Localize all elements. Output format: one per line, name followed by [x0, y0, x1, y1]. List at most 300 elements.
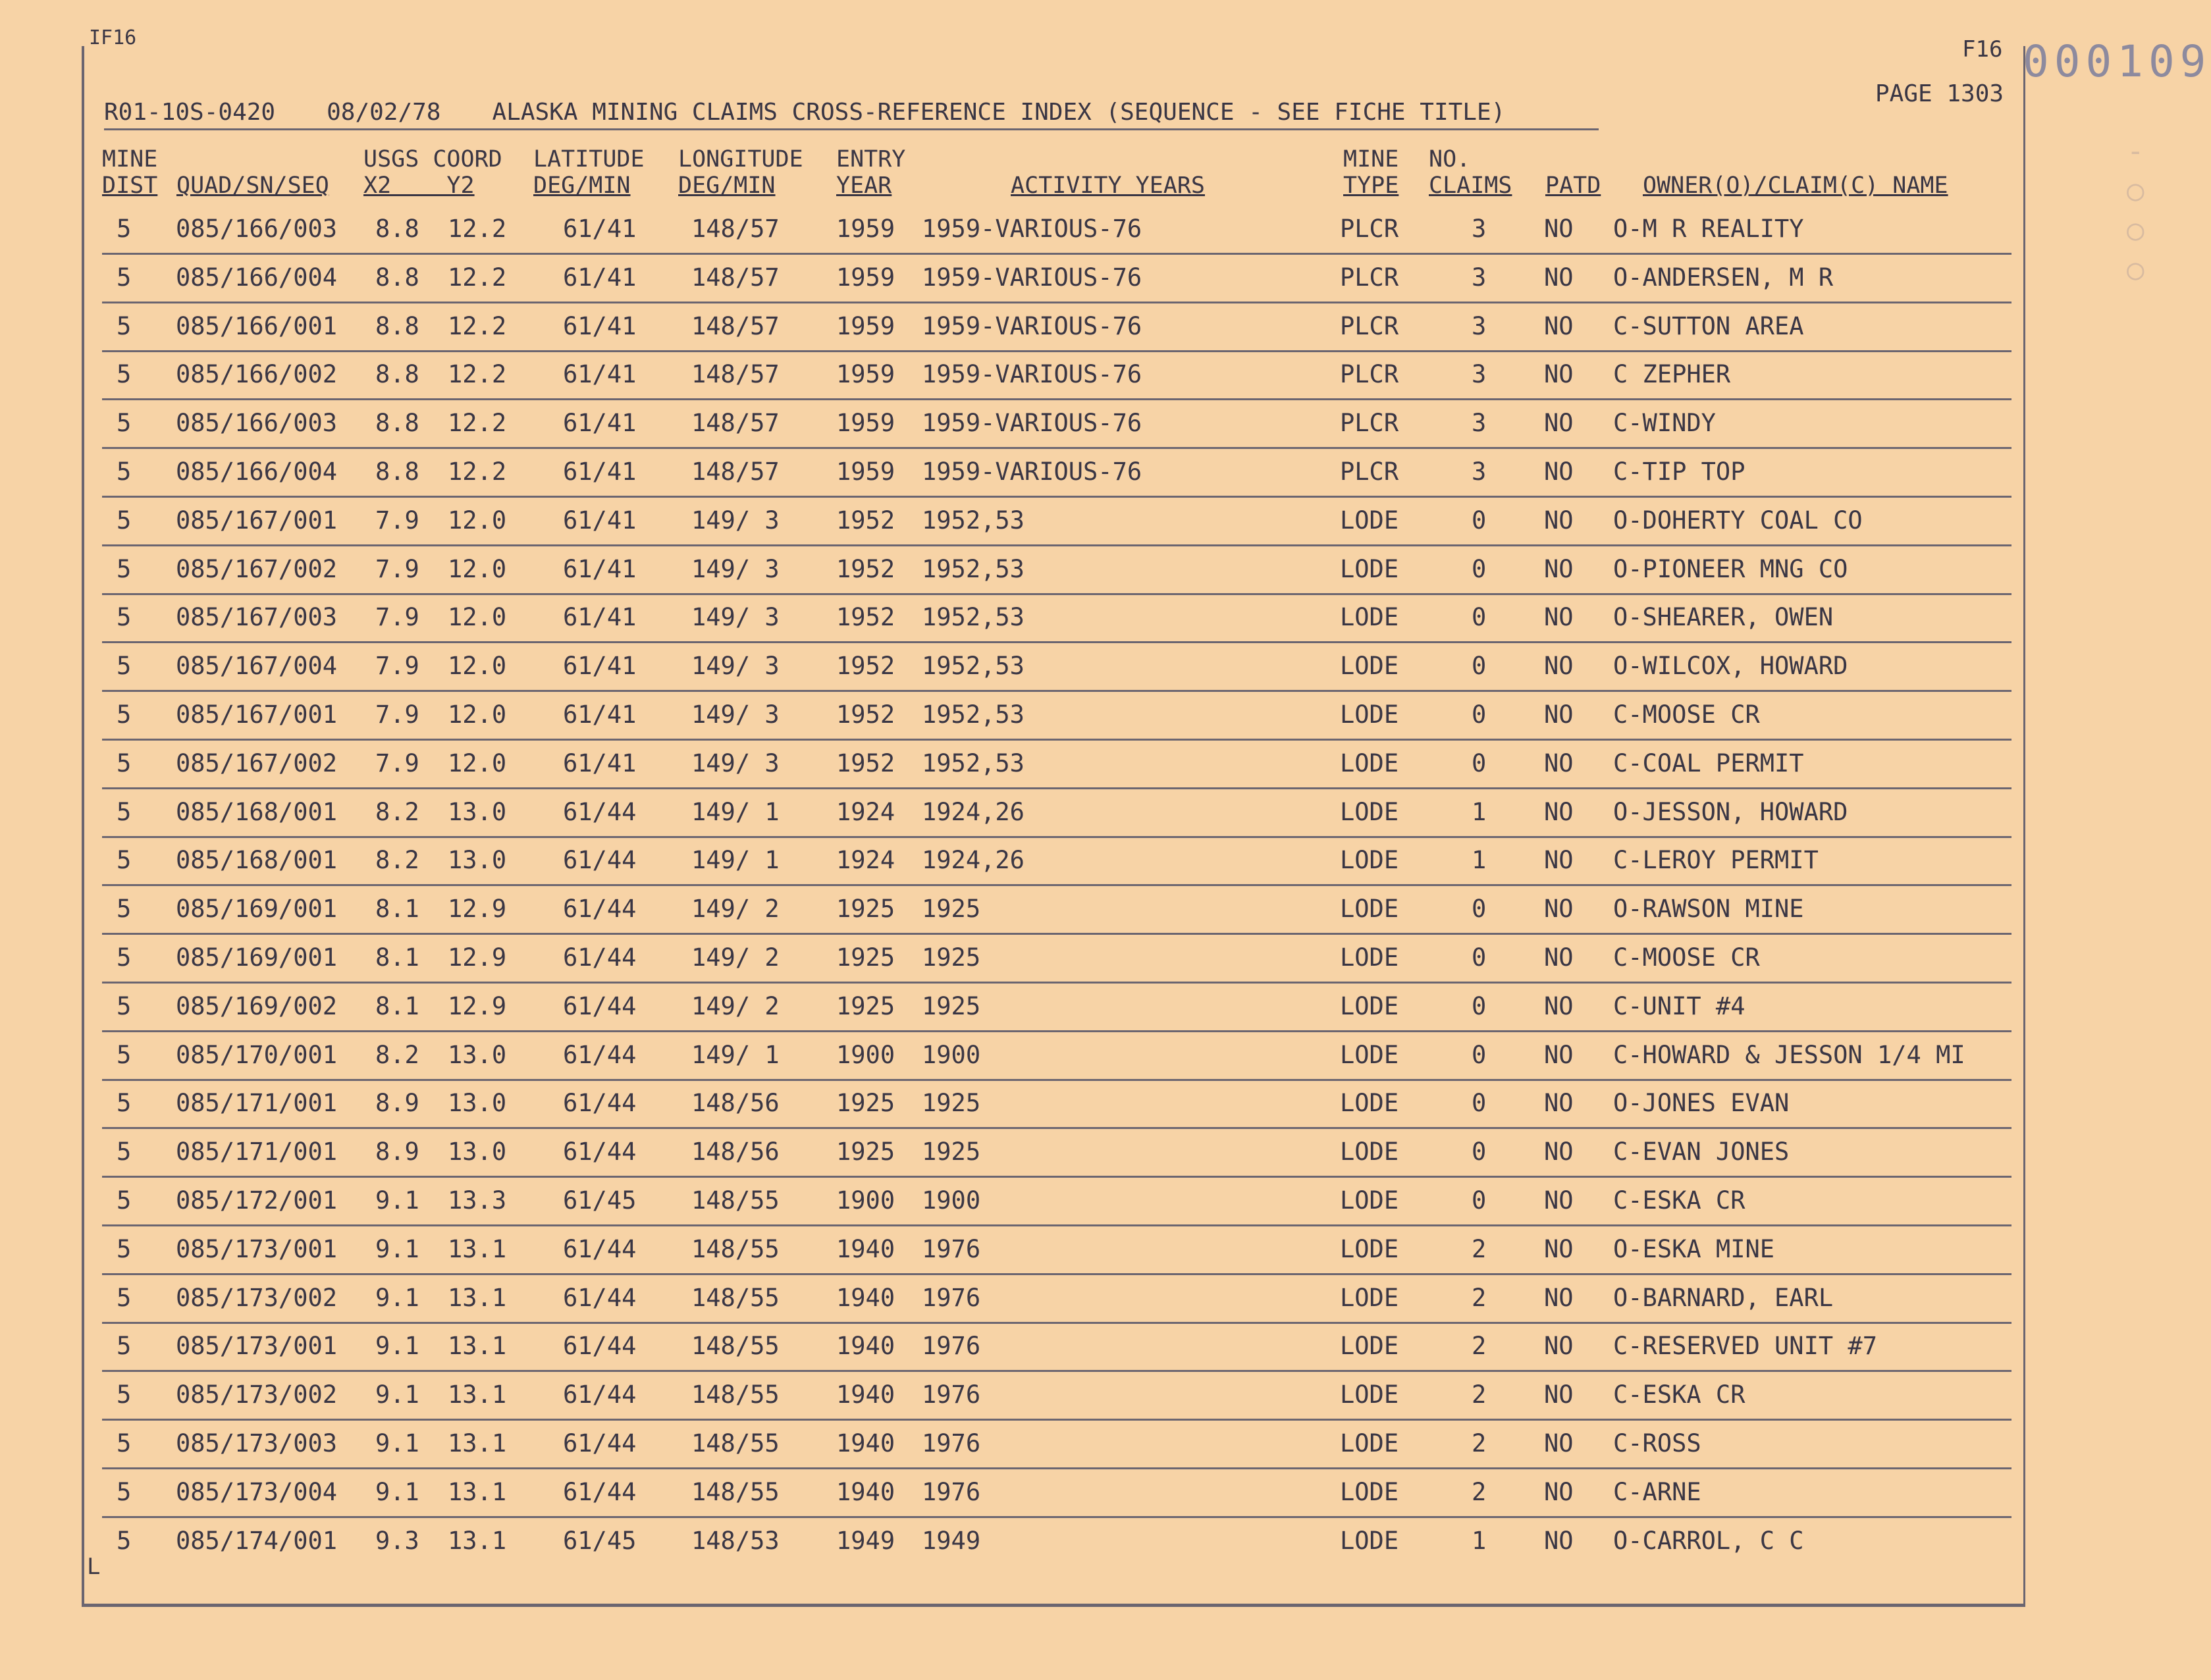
cell-patd: NO — [1544, 748, 1574, 777]
cell-act: 1976 — [922, 1477, 981, 1506]
cell-patd: NO — [1544, 1138, 1574, 1167]
cell-lon: 148/57 — [691, 311, 780, 340]
cell-patd: NO — [1544, 1283, 1574, 1312]
cell-act: 1952,53 — [922, 603, 1025, 632]
cell-name: C-TIP TOP — [1613, 458, 1745, 486]
cell-y2: 13.0 — [448, 1040, 507, 1069]
cell-type: LODE — [1340, 1526, 1399, 1555]
cell-act: 1925 — [922, 943, 981, 972]
table-row — [102, 496, 2011, 546]
cell-y2: 12.2 — [448, 458, 507, 486]
table-row — [102, 884, 2011, 935]
cell-dist: 5 — [117, 409, 132, 438]
table-row — [102, 447, 2011, 498]
cell-x2: 8.1 — [375, 895, 419, 924]
cell-lat: 61/41 — [563, 311, 637, 340]
cell-dist: 5 — [117, 1089, 132, 1118]
cell-seq: 085/173/002 — [176, 1283, 338, 1312]
table-row — [102, 1419, 2011, 1469]
cell-act: 1925 — [922, 991, 981, 1020]
cell-claims: 2 — [1472, 1234, 1487, 1263]
table-row — [102, 1224, 2011, 1275]
cell-lat: 61/44 — [563, 1477, 637, 1506]
cell-seq: 085/166/003 — [176, 409, 338, 438]
report-id: R01-10S-0420 — [104, 99, 276, 126]
cell-claims: 0 — [1472, 700, 1487, 729]
table-row — [102, 1467, 2011, 1518]
cell-lat: 61/44 — [563, 1429, 637, 1457]
cell-seq: 085/172/001 — [176, 1186, 338, 1215]
cell-act: 1900 — [922, 1186, 981, 1215]
cell-name: C-WINDY — [1613, 409, 1716, 438]
cell-patd: NO — [1544, 895, 1574, 924]
cell-patd: NO — [1544, 360, 1574, 389]
cell-lat: 61/44 — [563, 846, 637, 875]
cell-year: 1952 — [836, 748, 895, 777]
cell-lat: 61/41 — [563, 603, 637, 632]
cell-lat: 61/41 — [563, 458, 637, 486]
cell-patd: NO — [1544, 652, 1574, 681]
cell-lat: 61/44 — [563, 991, 637, 1020]
cell-year: 1940 — [836, 1477, 895, 1506]
cell-name: O-BARNARD, EARL — [1613, 1283, 1834, 1312]
cell-dist: 5 — [117, 1526, 132, 1555]
cell-type: LODE — [1340, 748, 1399, 777]
cell-seq: 085/167/004 — [176, 652, 338, 681]
cell-year: 1924 — [836, 797, 895, 826]
cell-seq: 085/169/001 — [176, 895, 338, 924]
cell-lat: 61/45 — [563, 1186, 637, 1215]
cell-name: O-DOHERTY COAL CO — [1613, 506, 1863, 535]
cell-lat: 61/44 — [563, 1089, 637, 1118]
cell-claims: 1 — [1472, 797, 1487, 826]
cell-y2: 13.1 — [448, 1283, 507, 1312]
cell-seq: 085/170/001 — [176, 1040, 338, 1069]
cell-x2: 7.9 — [375, 603, 419, 632]
cell-x2: 9.1 — [375, 1234, 419, 1263]
cell-lon: 148/57 — [691, 458, 780, 486]
cell-lon: 149/ 2 — [691, 943, 780, 972]
cell-lon: 149/ 3 — [691, 652, 780, 681]
cell-claims: 0 — [1472, 943, 1487, 972]
cell-patd: NO — [1544, 215, 1574, 243]
cell-type: LODE — [1340, 1429, 1399, 1457]
cell-y2: 12.2 — [448, 215, 507, 243]
cell-x2: 8.8 — [375, 215, 419, 243]
cell-type: LODE — [1340, 603, 1399, 632]
cell-patd: NO — [1544, 1380, 1574, 1409]
cell-year: 1952 — [836, 554, 895, 583]
cell-patd: NO — [1544, 1089, 1574, 1118]
cell-x2: 9.1 — [375, 1477, 419, 1506]
cell-lat: 61/44 — [563, 1283, 637, 1312]
table-row — [102, 835, 2011, 886]
cell-lon: 149/ 2 — [691, 991, 780, 1020]
cell-y2: 12.9 — [448, 943, 507, 972]
col-header-mine-dist: MINE DIST — [102, 146, 158, 199]
cell-y2: 13.0 — [448, 1089, 507, 1118]
cell-name: O-RAWSON MINE — [1613, 895, 1804, 924]
cell-dist: 5 — [117, 360, 132, 389]
cell-y2: 12.2 — [448, 263, 507, 292]
cell-dist: 5 — [117, 554, 132, 583]
cell-dist: 5 — [117, 895, 132, 924]
cell-name: C-MOOSE CR — [1613, 943, 1760, 972]
fiche-number: 000109 — [2023, 36, 2211, 87]
table-row — [102, 787, 2011, 838]
cell-lon: 148/57 — [691, 360, 780, 389]
cell-dist: 5 — [117, 991, 132, 1020]
col-header-no-claims: NO. CLAIMS — [1429, 146, 1512, 199]
cell-dist: 5 — [117, 748, 132, 777]
report-title: ALASKA MINING CLAIMS CROSS-REFERENCE INDEX (SEQUENCE - SEE FICHE TITLE) — [492, 99, 1506, 126]
cell-x2: 9.1 — [375, 1283, 419, 1312]
cell-lat: 61/44 — [563, 1234, 637, 1263]
cell-lon: 148/55 — [691, 1186, 780, 1215]
cell-type: LODE — [1340, 554, 1399, 583]
col-header-owner-claim-name: OWNER(O)/CLAIM(C) NAME — [1643, 172, 1948, 199]
cell-name: C-COAL PERMIT — [1613, 748, 1804, 777]
cell-y2: 12.9 — [448, 991, 507, 1020]
cell-patd: NO — [1544, 846, 1574, 875]
cell-year: 1940 — [836, 1234, 895, 1263]
cell-claims: 3 — [1472, 360, 1487, 389]
table-row — [102, 933, 2011, 984]
cell-claims: 3 — [1472, 215, 1487, 243]
cell-name: O-CARROL, C C — [1613, 1526, 1804, 1555]
cell-seq: 085/168/001 — [176, 797, 338, 826]
cell-lat: 61/44 — [563, 943, 637, 972]
cell-dist: 5 — [117, 1477, 132, 1506]
margin-marks: - ○ ○ ○ — [2127, 134, 2144, 286]
fiche-code: F16 — [1962, 36, 2003, 63]
cell-claims: 2 — [1472, 1332, 1487, 1361]
cell-act: 1959-VARIOUS-76 — [922, 458, 1142, 486]
cell-type: LODE — [1340, 846, 1399, 875]
cell-lon: 149/ 3 — [691, 748, 780, 777]
cell-lon: 148/56 — [691, 1089, 780, 1118]
cell-year: 1940 — [836, 1332, 895, 1361]
cell-claims: 3 — [1472, 311, 1487, 340]
cell-lon: 149/ 3 — [691, 506, 780, 535]
cell-act: 1976 — [922, 1234, 981, 1263]
cell-lat: 61/44 — [563, 1040, 637, 1069]
cell-claims: 0 — [1472, 1138, 1487, 1167]
cell-patd: NO — [1544, 506, 1574, 535]
cell-dist: 5 — [117, 700, 132, 729]
cell-lat: 61/41 — [563, 215, 637, 243]
cell-lon: 148/56 — [691, 1138, 780, 1167]
table-row — [102, 1370, 2011, 1421]
cell-act: 1959-VARIOUS-76 — [922, 263, 1142, 292]
cell-type: LODE — [1340, 991, 1399, 1020]
cell-seq: 085/167/001 — [176, 506, 338, 535]
cell-year: 1940 — [836, 1429, 895, 1457]
table-row — [102, 982, 2011, 1032]
cell-act: 1952,53 — [922, 652, 1025, 681]
table-row — [102, 253, 2011, 303]
cell-y2: 12.0 — [448, 748, 507, 777]
cell-name: C-ESKA CR — [1613, 1186, 1745, 1215]
cell-act: 1959-VARIOUS-76 — [922, 409, 1142, 438]
cell-claims: 2 — [1472, 1429, 1487, 1457]
cell-x2: 8.9 — [375, 1138, 419, 1167]
cell-patd: NO — [1544, 700, 1574, 729]
cell-seq: 085/171/001 — [176, 1089, 338, 1118]
table-row — [102, 1030, 2011, 1081]
cell-act: 1959-VARIOUS-76 — [922, 360, 1142, 389]
cell-seq: 085/173/003 — [176, 1429, 338, 1457]
cell-claims: 0 — [1472, 652, 1487, 681]
cell-year: 1925 — [836, 1138, 895, 1167]
cell-act: 1924,26 — [922, 797, 1025, 826]
cell-dist: 5 — [117, 1138, 132, 1167]
cell-year: 1952 — [836, 506, 895, 535]
cell-lon: 148/55 — [691, 1283, 780, 1312]
page-number: PAGE 1303 — [1875, 80, 2004, 107]
cell-x2: 9.1 — [375, 1380, 419, 1409]
cell-claims: 3 — [1472, 458, 1487, 486]
cell-dist: 5 — [117, 506, 132, 535]
cell-lon: 148/55 — [691, 1380, 780, 1409]
cell-lon: 148/57 — [691, 263, 780, 292]
cell-type: LODE — [1340, 1186, 1399, 1215]
cell-type: LODE — [1340, 797, 1399, 826]
cell-seq: 085/166/001 — [176, 311, 338, 340]
cell-name: C-LEROY PERMIT — [1613, 846, 1819, 875]
col-header-usgs-coord: USGS COORD X2 Y2 — [363, 146, 502, 199]
table-row — [102, 1273, 2011, 1324]
cell-type: LODE — [1340, 1138, 1399, 1167]
cell-claims: 0 — [1472, 895, 1487, 924]
cell-patd: NO — [1544, 311, 1574, 340]
cell-lat: 61/41 — [563, 360, 637, 389]
cell-x2: 8.8 — [375, 311, 419, 340]
table-row — [102, 1078, 2011, 1129]
cell-x2: 8.8 — [375, 360, 419, 389]
cell-year: 1949 — [836, 1526, 895, 1555]
cell-seq: 085/169/002 — [176, 991, 338, 1020]
cell-claims: 0 — [1472, 603, 1487, 632]
cell-dist: 5 — [117, 458, 132, 486]
cell-claims: 3 — [1472, 409, 1487, 438]
col-header-entry-year: ENTRY YEAR — [836, 146, 906, 199]
cell-name: C-SUTTON AREA — [1613, 311, 1804, 340]
cell-type: PLCR — [1340, 360, 1399, 389]
cell-name: O-JESSON, HOWARD — [1613, 797, 1848, 826]
report-title-line — [104, 99, 1599, 130]
cell-patd: NO — [1544, 1186, 1574, 1215]
cell-name: C-ARNE — [1613, 1477, 1701, 1506]
cell-type: LODE — [1340, 1040, 1399, 1069]
cell-name: C-EVAN JONES — [1613, 1138, 1790, 1167]
cell-act: 1924,26 — [922, 846, 1025, 875]
cell-name: C-ESKA CR — [1613, 1380, 1745, 1409]
col-header-latitude: LATITUDE DEG/MIN — [533, 146, 645, 199]
cell-type: LODE — [1340, 700, 1399, 729]
cell-x2: 8.2 — [375, 1040, 419, 1069]
cell-name: O-JONES EVAN — [1613, 1089, 1790, 1118]
table-row — [102, 690, 2011, 741]
cell-x2: 7.9 — [375, 748, 419, 777]
cell-dist: 5 — [117, 1380, 132, 1409]
cell-dist: 5 — [117, 263, 132, 292]
cell-year: 1959 — [836, 409, 895, 438]
cell-seq: 085/173/001 — [176, 1234, 338, 1263]
cell-year: 1925 — [836, 895, 895, 924]
cell-dist: 5 — [117, 943, 132, 972]
cell-patd: NO — [1544, 1040, 1574, 1069]
cell-name: C-ROSS — [1613, 1429, 1701, 1457]
cell-year: 1924 — [836, 846, 895, 875]
cell-x2: 8.1 — [375, 943, 419, 972]
cell-year: 1900 — [836, 1040, 895, 1069]
cell-type: LODE — [1340, 1234, 1399, 1263]
cell-seq: 085/167/002 — [176, 748, 338, 777]
table-row — [102, 302, 2011, 352]
cell-lat: 61/44 — [563, 1380, 637, 1409]
cell-act: 1949 — [922, 1526, 981, 1555]
cell-lon: 148/57 — [691, 215, 780, 243]
cell-x2: 8.8 — [375, 409, 419, 438]
cell-lat: 61/41 — [563, 652, 637, 681]
cell-y2: 13.1 — [448, 1477, 507, 1506]
cell-type: LODE — [1340, 1477, 1399, 1506]
cell-y2: 12.0 — [448, 652, 507, 681]
cell-patd: NO — [1544, 263, 1574, 292]
cell-lat: 61/44 — [563, 797, 637, 826]
cell-seq: 085/167/002 — [176, 554, 338, 583]
cell-type: PLCR — [1340, 458, 1399, 486]
cell-name: O-ESKA MINE — [1613, 1234, 1775, 1263]
cell-lon: 148/55 — [691, 1234, 780, 1263]
cell-act: 1925 — [922, 1089, 981, 1118]
cell-claims: 3 — [1472, 263, 1487, 292]
cell-y2: 13.0 — [448, 797, 507, 826]
cell-name: C-RESERVED UNIT #7 — [1613, 1332, 1877, 1361]
cell-type: LODE — [1340, 506, 1399, 535]
cell-year: 1925 — [836, 991, 895, 1020]
cell-patd: NO — [1544, 1234, 1574, 1263]
cell-lon: 149/ 1 — [691, 846, 780, 875]
table-row — [102, 641, 2011, 692]
table-row — [102, 1176, 2011, 1226]
cell-lon: 149/ 3 — [691, 700, 780, 729]
cell-lon: 148/55 — [691, 1477, 780, 1506]
cell-claims: 0 — [1472, 1040, 1487, 1069]
cell-claims: 0 — [1472, 991, 1487, 1020]
cell-act: 1952,53 — [922, 554, 1025, 583]
col-header-mine-type: MINE TYPE — [1343, 146, 1399, 199]
report-date: 08/02/78 — [327, 99, 441, 126]
cell-dist: 5 — [117, 797, 132, 826]
table-row — [102, 1516, 2011, 1565]
cell-year: 1925 — [836, 1089, 895, 1118]
cell-year: 1959 — [836, 215, 895, 243]
cell-lat: 61/44 — [563, 1332, 637, 1361]
cell-seq: 085/173/002 — [176, 1380, 338, 1409]
cell-x2: 9.1 — [375, 1429, 419, 1457]
cell-x2: 9.3 — [375, 1526, 419, 1555]
cell-seq: 085/173/004 — [176, 1477, 338, 1506]
cell-patd: NO — [1544, 458, 1574, 486]
cell-name: O-ANDERSEN, M R — [1613, 263, 1834, 292]
cell-type: LODE — [1340, 943, 1399, 972]
cell-claims: 0 — [1472, 1186, 1487, 1215]
cell-y2: 13.1 — [448, 1380, 507, 1409]
sheet-tag: IF16 — [89, 26, 137, 49]
cell-dist: 5 — [117, 1429, 132, 1457]
cell-lat: 61/44 — [563, 895, 637, 924]
cell-claims: 0 — [1472, 506, 1487, 535]
cell-lat: 61/41 — [563, 409, 637, 438]
table-row — [102, 1321, 2011, 1372]
cell-x2: 9.1 — [375, 1332, 419, 1361]
cell-claims: 0 — [1472, 1089, 1487, 1118]
cell-dist: 5 — [117, 1186, 132, 1215]
cell-dist: 5 — [117, 1283, 132, 1312]
cell-seq: 085/166/003 — [176, 215, 338, 243]
cell-act: 1952,53 — [922, 748, 1025, 777]
cell-year: 1959 — [836, 458, 895, 486]
cell-lon: 149/ 1 — [691, 797, 780, 826]
cell-y2: 13.1 — [448, 1234, 507, 1263]
cell-year: 1959 — [836, 311, 895, 340]
col-header-activity-years: ACTIVITY YEARS — [1011, 172, 1206, 199]
cell-dist: 5 — [117, 1040, 132, 1069]
cell-y2: 13.1 — [448, 1429, 507, 1457]
table-row — [102, 739, 2011, 789]
cell-patd: NO — [1544, 1332, 1574, 1361]
cell-patd: NO — [1544, 991, 1574, 1020]
cell-y2: 13.1 — [448, 1526, 507, 1555]
cell-type: LODE — [1340, 1332, 1399, 1361]
cell-y2: 13.0 — [448, 1138, 507, 1167]
cell-patd: NO — [1544, 1526, 1574, 1555]
cell-act: 1925 — [922, 895, 981, 924]
cell-x2: 7.9 — [375, 652, 419, 681]
cell-lat: 61/41 — [563, 748, 637, 777]
cell-act: 1976 — [922, 1332, 981, 1361]
cell-act: 1952,53 — [922, 700, 1025, 729]
cell-lat: 61/45 — [563, 1526, 637, 1555]
cell-name: C-MOOSE CR — [1613, 700, 1760, 729]
cell-y2: 12.0 — [448, 554, 507, 583]
cell-dist: 5 — [117, 215, 132, 243]
cell-claims: 2 — [1472, 1477, 1487, 1506]
cell-seq: 085/173/001 — [176, 1332, 338, 1361]
cell-act: 1952,53 — [922, 506, 1025, 535]
cell-x2: 8.8 — [375, 263, 419, 292]
cell-act: 1925 — [922, 1138, 981, 1167]
cell-seq: 085/167/003 — [176, 603, 338, 632]
cell-seq: 085/166/002 — [176, 360, 338, 389]
cell-type: PLCR — [1340, 409, 1399, 438]
cell-y2: 12.0 — [448, 506, 507, 535]
cell-x2: 7.9 — [375, 700, 419, 729]
cell-patd: NO — [1544, 554, 1574, 583]
cell-name: C-HOWARD & JESSON 1/4 MI — [1613, 1040, 1965, 1069]
cell-type: LODE — [1340, 1089, 1399, 1118]
cell-seq: 085/166/004 — [176, 458, 338, 486]
cell-name: O-PIONEER MNG CO — [1613, 554, 1848, 583]
cell-seq: 085/174/001 — [176, 1526, 338, 1555]
col-header-quad: QUAD/SN/SEQ — [176, 172, 329, 199]
col-header-patd: PATD — [1545, 172, 1601, 199]
table-row — [102, 350, 2011, 400]
cell-lat: 61/41 — [563, 554, 637, 583]
cell-claims: 1 — [1472, 1526, 1487, 1555]
